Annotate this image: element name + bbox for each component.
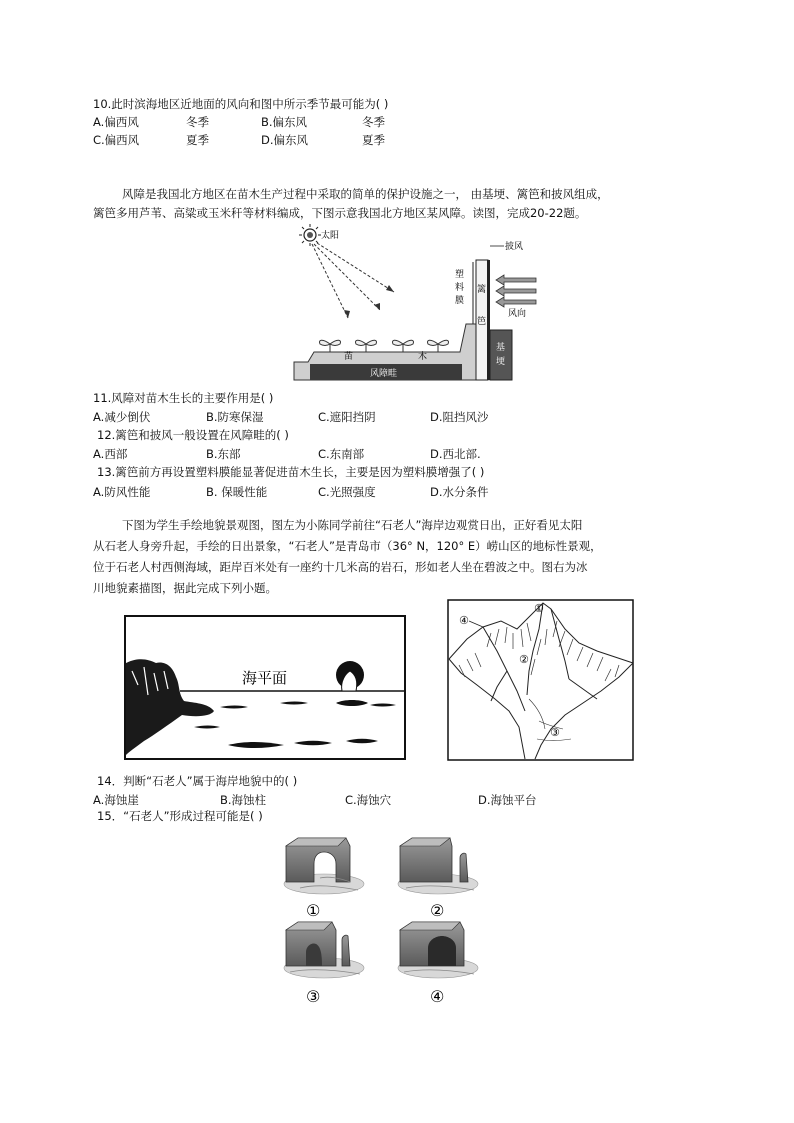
- landform-intro-line4: 川地貌素描图，据此完成下列小题。: [93, 581, 277, 595]
- wind-label: 风向: [508, 309, 527, 319]
- q12-stem: 12.篱笆和披风一般设置在风障畦的( ): [97, 428, 289, 442]
- base-ridge: [490, 330, 512, 380]
- q10-option-c-label: C.偏西风: [93, 133, 140, 147]
- ridge-label: 风障畦: [370, 369, 398, 379]
- q13-option-d: D.水分条件: [430, 485, 489, 499]
- seedling-label-1: 苗: [344, 352, 354, 362]
- sun-icon: [299, 224, 321, 246]
- glacier-marker-2: ②: [519, 653, 529, 666]
- seedlings: [319, 340, 448, 352]
- q11-option-a: A.减少倒伏: [93, 410, 151, 424]
- windbreak-intro-line1: 风障是我国北方地区在苗木生产过程中采取的简单的保护设施之一， 由基埂、篱笆和披风组成，: [122, 187, 609, 201]
- q10-option-b-value: 冬季: [362, 115, 385, 129]
- glacier-marker-1: ①: [534, 602, 544, 615]
- film-label-1: 塑: [455, 270, 465, 280]
- sun-rays: [312, 243, 394, 318]
- stage-marker-4: ④: [430, 987, 445, 1006]
- q11-option-c: C.遮阳挡阴: [318, 410, 376, 424]
- windbreak-diagram: [290, 222, 540, 384]
- sun-label: 太阳: [321, 231, 340, 241]
- q11-stem: 11.风障对苗木生长的主要作用是( ): [93, 391, 274, 405]
- seedling-label-2: 木: [418, 352, 428, 362]
- q14-option-d: D.海蚀平台: [478, 793, 537, 807]
- film-label-3: 膜: [455, 296, 465, 306]
- glacier-marker-4: ④: [459, 614, 469, 627]
- q11-option-d: D.阻挡风沙: [430, 410, 489, 424]
- landform-intro-line2: 从石老人身旁升起，手绘的日出景象，“石老人”是青岛市（36° N，120° E）崂山区的地标性景观，: [93, 539, 602, 553]
- base-label-2: 埂: [496, 357, 506, 367]
- glacier-sketch: [447, 599, 634, 761]
- q12-option-d: D.西北部.: [430, 447, 481, 461]
- fence-label-1: 篱: [477, 285, 487, 295]
- q12-option-c: C.东南部: [318, 447, 365, 461]
- sea-level-label: 海平面: [242, 669, 288, 687]
- stage-1-sea-arch: [284, 838, 364, 894]
- q12-option-a: A.西部: [93, 447, 128, 461]
- base-label-1: 基: [496, 343, 506, 353]
- q13-option-a: A.防风性能: [93, 485, 151, 499]
- q10-option-d-label: D.偏东风: [261, 133, 309, 147]
- film-label-2: 料: [455, 283, 465, 293]
- q10-option-c-value: 夏季: [186, 133, 209, 147]
- stage-marker-2: ②: [430, 901, 445, 920]
- q10-option-a-value: 冬季: [186, 115, 209, 129]
- q10-option-d-value: 夏季: [362, 133, 385, 147]
- stage-marker-3: ③: [306, 987, 321, 1006]
- stage-2-sea-stack: [398, 838, 478, 894]
- q11-option-b: B.防寒保湿: [206, 410, 264, 424]
- q14-stem: 14．判断“石老人”属于海岸地貌中的( ): [97, 774, 298, 788]
- cape-label: 披风: [505, 242, 524, 252]
- stage-3-cave-stack: [284, 922, 364, 978]
- q15-stem: 15．“石老人”形成过程可能是( ): [97, 809, 263, 823]
- q13-option-b: B. 保暖性能: [206, 485, 268, 499]
- q12-option-b: B.东部: [206, 447, 241, 461]
- q10-option-b-label: B.偏东风: [261, 115, 308, 129]
- stage-marker-1: ①: [306, 901, 321, 920]
- q10-option-a-label: A.偏西风: [93, 115, 139, 129]
- glacier-marker-3: ③: [550, 726, 560, 739]
- wind-arrows: [496, 275, 536, 307]
- landform-intro-line1: 下图为学生手绘地貌景观图，图左为小陈同学前往“石老人”海岸边观赏日出，正好看见太阳: [122, 518, 583, 532]
- landform-intro-line3: 位于石老人村西侧海域，距岸百米处有一座约十几米高的岩石，形如老人坐在碧波之中。图右为冰: [93, 560, 588, 574]
- sunrise-sketch: [124, 615, 406, 760]
- q13-stem: 13.篱笆前方再设置塑料膜能显著促进苗木生长，主要是因为塑料膜增强了( ): [97, 465, 485, 479]
- q13-option-c: C.光照强度: [318, 485, 376, 499]
- q14-option-c: C.海蚀穴: [345, 793, 392, 807]
- q10-stem: 10.此时滨海地区近地面的风向和图中所示季节最可能为( ): [93, 97, 389, 111]
- fence-label-2: 笆: [477, 317, 487, 327]
- q14-option-a: A.海蚀崖: [93, 793, 139, 807]
- q14-option-b: B.海蚀柱: [220, 793, 267, 807]
- windbreak-intro-line2: 篱笆多用芦苇、高粱或玉米秆等材料编成，下图示意我国北方地区某风障。读图，完成20-22题。: [93, 206, 587, 220]
- stage-4-sea-cave: [398, 922, 478, 978]
- formation-stages: [280, 832, 480, 1010]
